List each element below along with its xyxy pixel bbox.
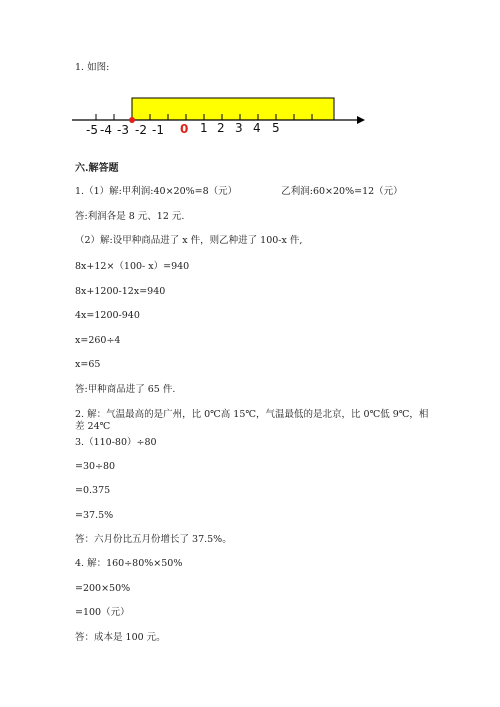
tick-label-neg1: -1 (152, 123, 164, 137)
tick-label-4: 4 (253, 121, 261, 135)
answer-line: 答：成本是 100 元。 (75, 632, 166, 643)
highlight-region (132, 98, 334, 120)
answer-line: （2）解:设甲种商品进了 x 件，则乙种进了 100-x 件, (75, 235, 303, 246)
tick-label-zero: 0 (180, 122, 189, 136)
answer-line: 2. 解：气温最高的是广州，比 0℃高 15℃，气温最低的是北京，比 0℃低 9℃，相差 24℃ (75, 409, 429, 432)
answer-line: 3.（110-80）÷80 (75, 437, 157, 448)
axis-arrow-icon (357, 116, 365, 124)
answer-line-1 (75, 186, 403, 198)
tick-label-neg3: -3 (117, 123, 129, 137)
tick-label-3: 3 (235, 121, 243, 135)
answer-line: 答:甲种商品进了 65 件. (75, 384, 176, 395)
answer-line: =30÷80 (75, 461, 116, 472)
tick-label-neg2: -2 (135, 123, 147, 137)
answer-line: 4. 解：160÷80%×50% (75, 558, 183, 569)
tick-label-5: 5 (272, 121, 280, 135)
answer-line-1-part-b: 乙利润:60×20%=12（元） (281, 186, 403, 197)
question-1-intro: 1. 如图: (75, 62, 110, 73)
section-title: 六.解答题 (75, 163, 119, 174)
answer-line: 4x=1200-940 (75, 310, 140, 321)
tick-label-neg5: -5 (86, 123, 98, 137)
answer-line: 8x+12×（100- x）=940 (75, 261, 190, 272)
number-line (72, 92, 372, 137)
answer-line: x=65 (75, 359, 101, 370)
answer-line: =37.5% (75, 510, 114, 521)
tick-label-1: 1 (200, 121, 208, 135)
answer-line: 8x+1200-12x=940 (75, 286, 166, 297)
answer-line: =200×50% (75, 583, 131, 594)
answer-line: =100（元） (75, 607, 130, 618)
answer-line: x=260÷4 (75, 335, 121, 346)
answer-line: =0.375 (75, 485, 111, 496)
answer-line-1-part-a: 1.（1）解:甲利润:40×20%=8（元） (75, 186, 238, 197)
tick-label-neg4: -4 (100, 123, 112, 137)
tick-label-2: 2 (217, 121, 225, 135)
answer-line: 答：六月份比五月份增长了 37.5%。 (75, 534, 232, 545)
answer-line: 答:利润各是 8 元、12 元. (75, 211, 185, 222)
